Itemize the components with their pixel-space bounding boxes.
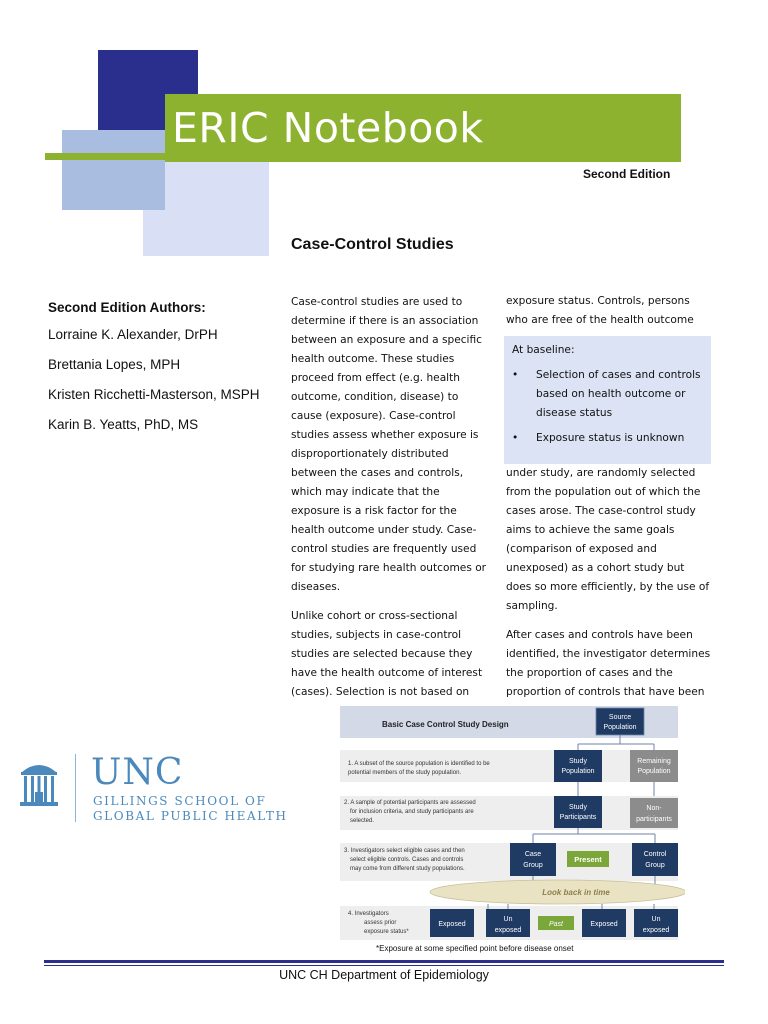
footer-department: UNC CH Department of Epidemiology xyxy=(279,968,489,982)
author-name: Lorraine K. Alexander, DrPH xyxy=(48,327,218,342)
box-label: Control xyxy=(643,851,667,858)
case-group-box xyxy=(510,843,556,876)
box-label: participants xyxy=(636,816,672,823)
logo-divider xyxy=(75,754,76,822)
unc-school-name xyxy=(93,794,288,824)
notebook-title: ERIC Notebook xyxy=(172,104,484,152)
present-label: Present xyxy=(574,855,602,864)
box-label: Exposed xyxy=(438,921,466,928)
body-column-2-top xyxy=(506,292,711,340)
box-label: Case xyxy=(524,851,542,858)
step-text: assess prior xyxy=(364,920,397,926)
bullet-icon: • xyxy=(512,369,519,381)
box-label: Source xyxy=(608,714,632,721)
author-name: Brettania Lopes, MPH xyxy=(48,357,181,372)
old-well-icon xyxy=(18,758,60,810)
body-paragraph: Unlike cohort or cross-sectional studies, subjects in case-control studies are selected because they have the health outcome of interest (cases). Selection is not based on xyxy=(291,610,483,698)
case-control-diagram xyxy=(340,704,685,956)
unc-school-line: GLOBAL PUBLIC HEALTH xyxy=(93,809,288,823)
diagram-title: Basic Case Control Study Design xyxy=(382,720,509,729)
unc-school-line: GILLINGS SCHOOL OF xyxy=(93,794,267,808)
box-label: Group xyxy=(523,862,543,869)
box-label: Non- xyxy=(646,805,662,812)
baseline-item xyxy=(512,366,703,423)
diagram-footnote: *Exposure at some specified point before disease onset xyxy=(376,944,574,953)
step-text: select eligible controls. Cases and controls xyxy=(350,857,464,863)
box-label: exposed xyxy=(494,927,522,934)
box-label: Remaining xyxy=(637,758,671,765)
step-text: for inclusion criteria, and study participants are xyxy=(350,809,474,815)
step-text: potential members of the study population. xyxy=(348,770,462,776)
header-green-line xyxy=(45,153,185,160)
authors-heading: Second Edition Authors: xyxy=(48,300,206,315)
footer-rule-thin xyxy=(44,965,724,966)
body-column-1 xyxy=(291,293,489,712)
unc-wordmark: UNC xyxy=(91,752,184,793)
non-participants-box xyxy=(630,798,678,828)
remaining-population-box xyxy=(630,750,678,782)
header-mid-square xyxy=(62,130,165,210)
box-label: Study xyxy=(569,804,587,811)
step-text: 4. Investigators xyxy=(348,911,389,917)
body-paragraph: exposure status. Controls, persons who are free of the health outcome xyxy=(506,295,694,326)
box-label: Un xyxy=(503,916,513,923)
step-text: 3. Investigators select eligible cases and then xyxy=(344,848,465,854)
body-paragraph: After cases and controls have been identified, the investigator determines the proportion of cases and the proportion of controls that have been xyxy=(506,629,711,698)
body-column-2-bottom xyxy=(506,464,711,712)
study-population-box xyxy=(554,750,602,782)
baseline-heading: At baseline: xyxy=(512,344,575,356)
author-name: Karin B. Yeatts, PhD, MS xyxy=(48,417,199,432)
box-label: Group xyxy=(645,862,665,869)
step-text: 1. A subset of the source population is identified to be xyxy=(348,761,490,767)
step-text: exposure status* xyxy=(364,929,409,935)
body-paragraph: Case-control studies are used to determine if there is an association between an exposure and a specific health outcome. These studies proceed from effect (e.g. health outcome, condition, disease) to cause (exposure). Case-control studies assess whether exposure is disproportionately distributed between the cases and controls, which may indicate that the exposure is a risk factor for the health outcome under study. Case-control studies are frequently used for studying rare health outcomes or diseases. xyxy=(291,296,487,593)
step-text: may come from different study populations. xyxy=(350,866,465,872)
bullet-icon: • xyxy=(512,432,519,444)
box-label: Un xyxy=(651,916,661,923)
baseline-item xyxy=(512,429,703,448)
control-group-box xyxy=(632,843,678,876)
baseline-callout xyxy=(504,336,711,464)
body-paragraph: under study, are randomly selected from the population out of which the cases arose. The case-control study aims to achieve the same goals (comparison of exposed and unexposed) as a cohort study but does so more efficiently, by the use of sampling. xyxy=(506,467,710,612)
study-participants-box xyxy=(554,796,602,828)
author-name: Kristen Ricchetti-Masterson, MSPH xyxy=(48,387,260,402)
step-text: 2. A sample of potential participants are assessed xyxy=(344,800,476,806)
box-label: Exposed xyxy=(590,921,618,928)
past-label: Past xyxy=(548,921,564,928)
box-label: Population xyxy=(637,768,671,775)
box-label: Study xyxy=(569,758,587,765)
baseline-item-text: Exposure status is unknown xyxy=(536,432,685,444)
look-back-label: Look back in time xyxy=(542,888,610,897)
baseline-item-text: Selection of cases and controls based on health outcome or disease status xyxy=(536,369,701,419)
box-label: Participants xyxy=(559,814,597,821)
box-label: exposed xyxy=(642,927,670,934)
step-text: selected. xyxy=(350,818,375,824)
footer-rule xyxy=(44,960,724,963)
authors-section xyxy=(48,300,260,447)
article-title: Case-Control Studies xyxy=(291,236,454,253)
box-label: Population xyxy=(603,724,637,731)
edition-label: Second Edition xyxy=(583,167,671,181)
box-label: Population xyxy=(561,768,595,775)
